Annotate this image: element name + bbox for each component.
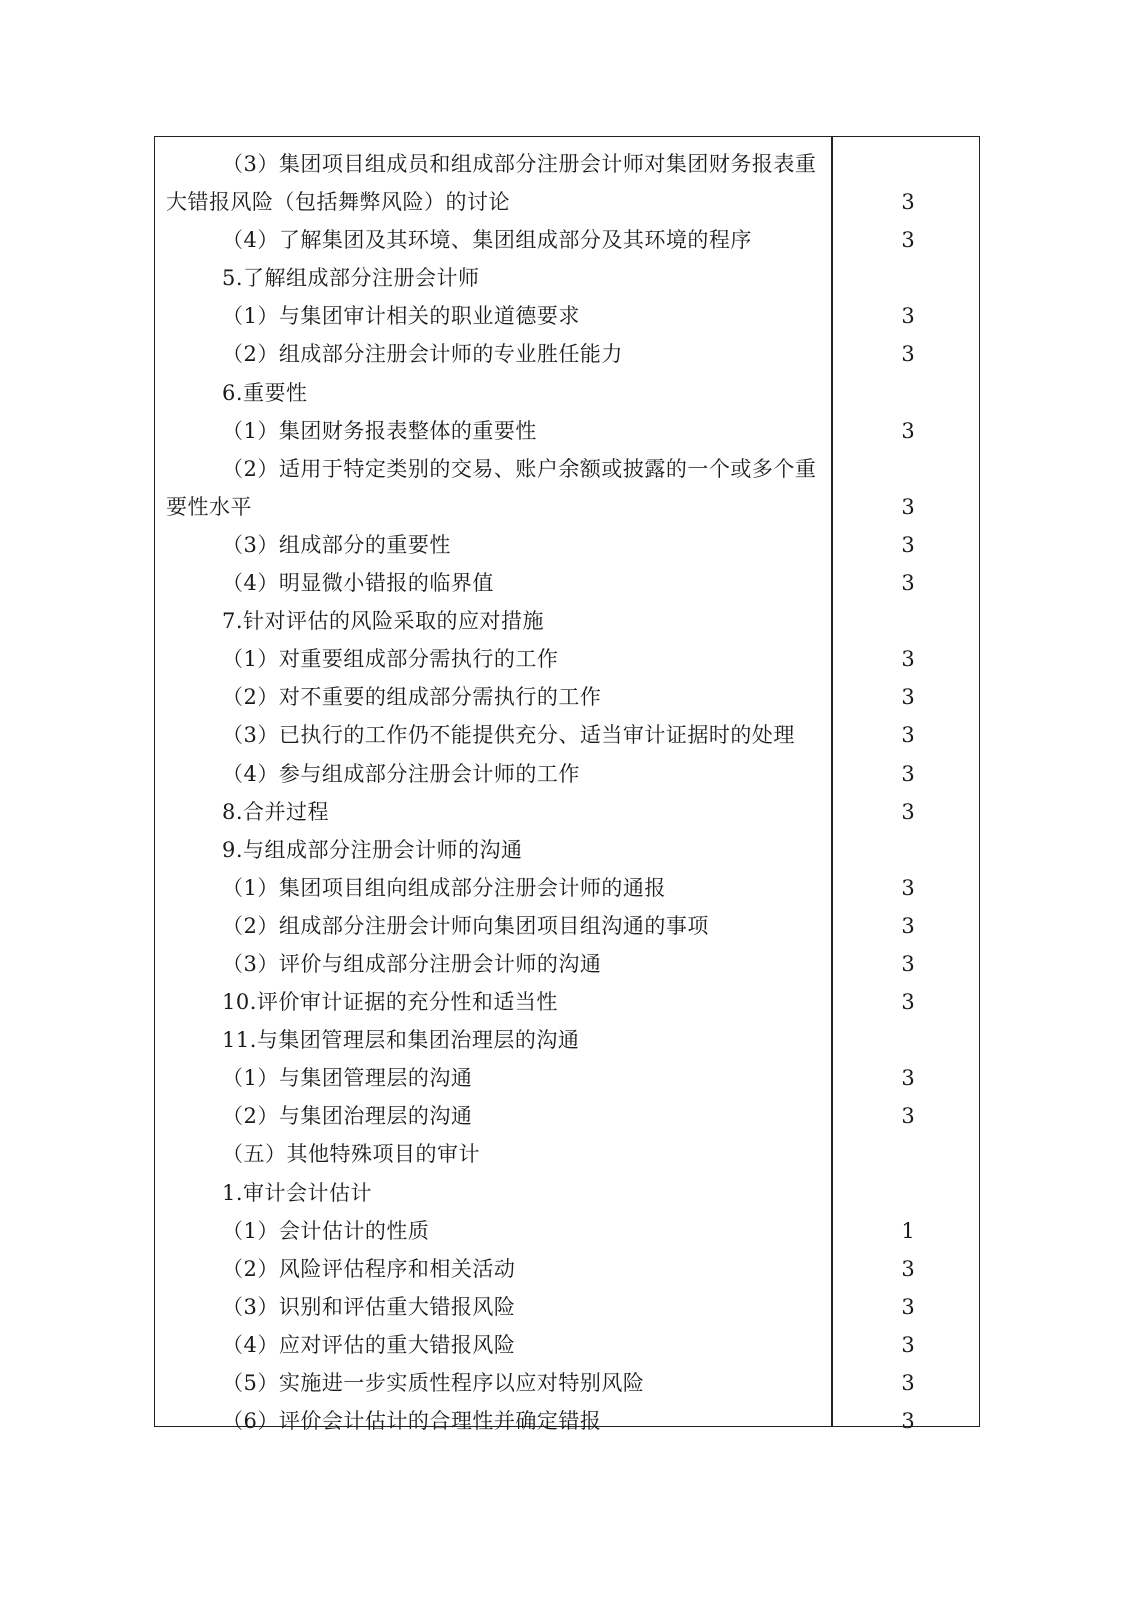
topic-text: （2）与集团治理层的沟通	[222, 1104, 473, 1129]
topic-text: （2）组成部分注册会计师向集团项目组沟通的事项	[222, 913, 709, 938]
table-row	[154, 450, 980, 526]
topic-text: （1）集团财务报表整体的重要性	[222, 418, 537, 443]
topic-text: （4）了解集团及其环境、集团组成部分及其环境的程序	[222, 228, 752, 253]
topic-text: （3）集团项目组成员和组成部分注册会计师对集团财务报表重大错报风险（包括舞弊风险）的讨论	[166, 152, 817, 215]
topic-text: 10.评价审计证据的充分性和适当性	[222, 990, 558, 1015]
table-row	[154, 907, 980, 945]
table-row	[154, 1212, 980, 1250]
table-row	[154, 1364, 980, 1402]
topic-text: （1）对重要组成部分需执行的工作	[222, 647, 559, 672]
table-row	[154, 1059, 980, 1097]
topic-text: 1.审计会计估计	[222, 1180, 373, 1205]
topic-text: （3）识别和评估重大错报风险	[222, 1294, 516, 1319]
topic-text: （3）已执行的工作仍不能提供充分、适当审计证据时的处理	[222, 723, 795, 748]
table-row	[154, 564, 980, 602]
table-row	[154, 945, 980, 983]
topic-text: （1）集团项目组向组成部分注册会计师的通报	[222, 875, 666, 900]
level-value: 3	[901, 342, 915, 367]
topic-text: 7.针对评估的风险采取的应对措施	[222, 609, 545, 634]
table-row	[154, 1250, 980, 1288]
topic-text: （3）组成部分的重要性	[222, 532, 451, 557]
level-value: 3	[901, 1256, 915, 1281]
topic-text: （2）风险评估程序和相关活动	[222, 1256, 516, 1281]
topic-text: 5.了解组成部分注册会计师	[222, 266, 480, 291]
topic-text: （1）与集团管理层的沟通	[222, 1066, 473, 1091]
level-value: 3	[901, 875, 915, 900]
topic-text: （2）对不重要的组成部分需执行的工作	[222, 685, 602, 710]
topic-text: （2）适用于特定类别的交易、账户余额或披露的一个或多个重要性水平	[166, 456, 817, 519]
table-row	[154, 640, 980, 678]
table-row	[154, 1288, 980, 1326]
level-value: 3	[901, 418, 915, 443]
table-row	[154, 1135, 980, 1173]
topic-text: （5）实施进一步实质性程序以应对特别风险	[222, 1371, 645, 1395]
table-row	[154, 793, 980, 831]
table-row	[154, 335, 980, 373]
level-value: 3	[901, 190, 915, 215]
level-value: 3	[901, 532, 915, 557]
level-value: 3	[901, 304, 915, 329]
level-value: 3	[901, 723, 915, 748]
table-row	[154, 259, 980, 297]
table-row	[154, 145, 980, 221]
level-value: 3	[901, 494, 915, 519]
level-value: 3	[901, 685, 915, 710]
topic-text: 8.合并过程	[222, 799, 330, 824]
topic-text: （4）明显微小错报的临界值	[222, 571, 494, 596]
level-value: 3	[901, 761, 915, 786]
level-value: 3	[901, 990, 915, 1015]
table-row	[154, 831, 980, 869]
table-row	[154, 716, 980, 754]
table-row	[154, 1021, 980, 1059]
table-row	[154, 755, 980, 793]
table-row	[154, 678, 980, 716]
syllabus-table-rows	[154, 145, 980, 1440]
topic-text: （五）其他特殊项目的审计	[222, 1142, 480, 1167]
topic-text: （6）评价会计估计的合理性并确定错报	[222, 1409, 602, 1434]
level-value: 3	[901, 647, 915, 672]
topic-text: 6.重要性	[222, 380, 308, 405]
table-row	[154, 869, 980, 907]
topic-text: （3）评价与组成部分注册会计师的沟通	[222, 951, 602, 976]
table-row	[154, 1402, 980, 1440]
table-row	[154, 602, 980, 640]
topic-text: （2）组成部分注册会计师的专业胜任能力	[222, 342, 623, 367]
level-value: 3	[901, 951, 915, 976]
topic-text: （4）参与组成部分注册会计师的工作	[222, 761, 580, 786]
table-row	[154, 526, 980, 564]
table-row	[154, 1326, 980, 1364]
topic-text: 9.与组成部分注册会计师的沟通	[222, 837, 523, 862]
topic-text: （1）与集团审计相关的职业道德要求	[222, 304, 580, 329]
table-row	[154, 983, 980, 1021]
level-value: 3	[901, 1332, 915, 1357]
level-value: 3	[901, 1371, 915, 1395]
table-row	[154, 374, 980, 412]
topic-text: （1）会计估计的性质	[222, 1218, 430, 1243]
level-value: 3	[901, 1409, 915, 1434]
level-value: 3	[901, 799, 915, 824]
level-value: 3	[901, 1104, 915, 1129]
level-value: 3	[901, 1294, 915, 1319]
table-row	[154, 1097, 980, 1135]
table-row	[154, 1174, 980, 1212]
level-value: 3	[901, 913, 915, 938]
table-row	[154, 221, 980, 259]
topic-text: 11.与集团管理层和集团治理层的沟通	[222, 1028, 580, 1053]
level-value: 3	[901, 571, 915, 596]
table-row	[154, 297, 980, 335]
level-value: 3	[901, 1066, 915, 1091]
level-value: 3	[901, 228, 915, 253]
level-value: 1	[901, 1218, 915, 1243]
topic-text: （4）应对评估的重大错报风险	[222, 1332, 516, 1357]
table-row	[154, 412, 980, 450]
